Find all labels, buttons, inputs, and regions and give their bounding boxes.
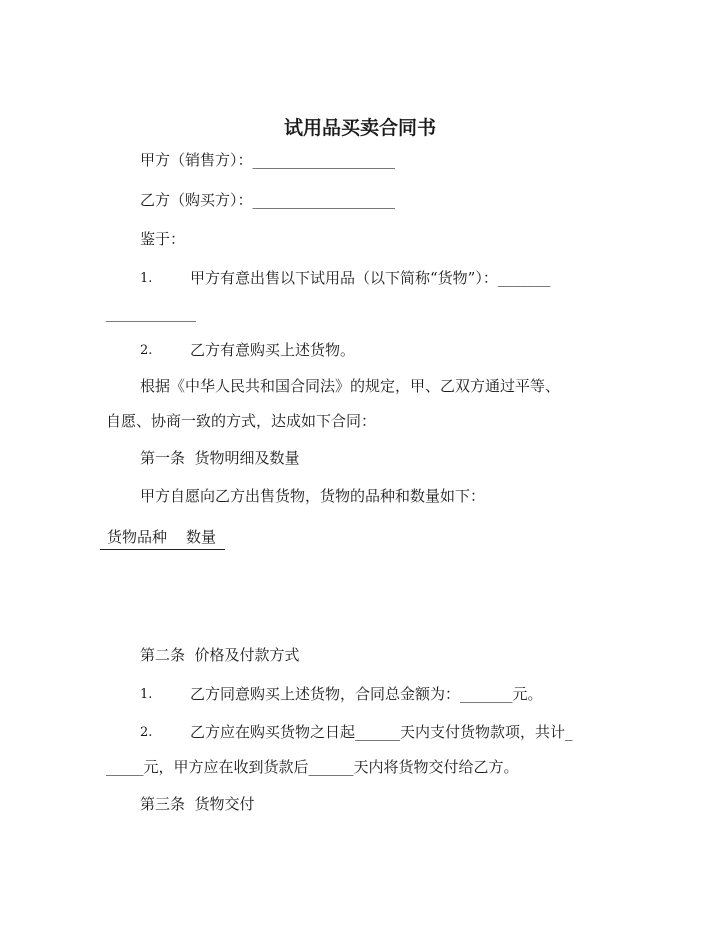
party-b-line: 乙方（购买方）：___________________ [140,191,396,209]
a2-item2-line2: _____元，甲方应在收到货款后______天内将货物交付给乙方。 [106,758,519,776]
article3-title: 第三条 货物交付 [140,795,255,813]
basis-paragraph-line2: 自愿、协商一致的方式，达成如下合同： [106,412,377,430]
table-header-quantity: 数量 [186,528,217,546]
a2-item1-number: 1. [140,687,153,702]
item1-text: 甲方有意出售以下试用品（以下简称“货物”）：_______ [190,269,551,287]
table-header-rule [100,549,225,550]
a2-item1-text: 乙方同意购买上述货物，合同总金额为：_______元。 [190,685,543,703]
whereas-heading: 鉴于： [140,230,186,248]
party-a-line: 甲方（销售方）：___________________ [140,151,396,169]
item2-number: 2. [140,343,153,358]
item1-number: 1. [140,271,153,286]
a2-item2-number: 2. [140,725,153,740]
item2-text: 乙方有意购买上述货物。 [190,341,356,359]
table-header-variety: 货物品种 [107,528,168,546]
basis-paragraph-line1: 根据《中华人民共和国合同法》的规定，甲、乙双方通过平等、 [140,377,561,395]
article1-text: 甲方自愿向乙方出售货物，货物的品种和数量如下： [140,487,486,505]
item1-continuation: ____________ [106,304,196,322]
article2-title: 第二条 价格及付款方式 [140,646,300,664]
a2-item2-line1: 乙方应在购买货物之日起______天内支付货物款项，共计_ [190,723,573,741]
document-title: 试用品买卖合同书 [283,117,436,139]
article1-title: 第一条 货物明细及数量 [140,449,300,467]
